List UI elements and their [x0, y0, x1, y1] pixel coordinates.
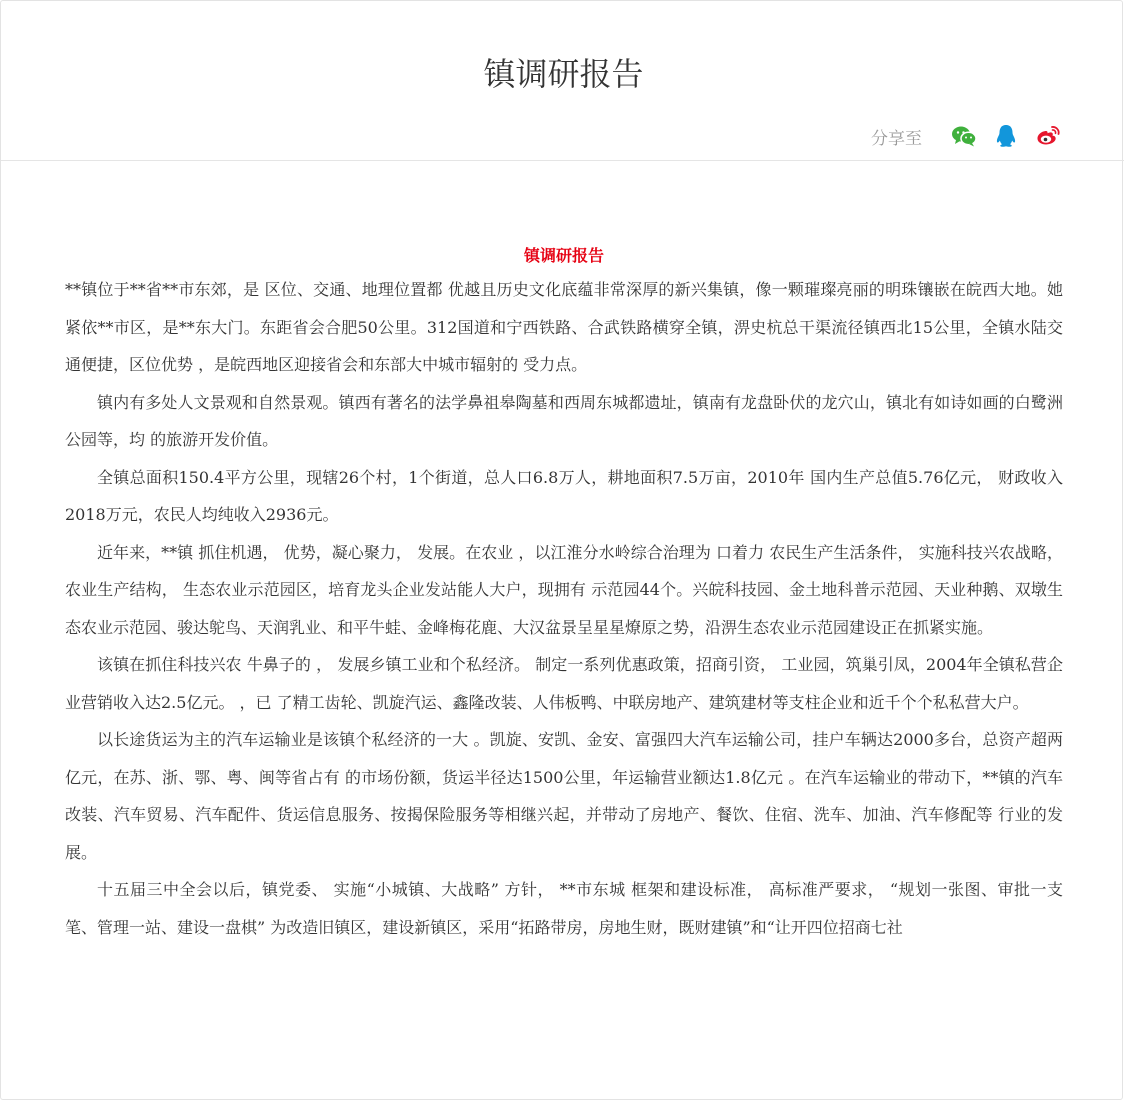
- weibo-icon[interactable]: [1034, 122, 1062, 150]
- paragraph: 十五届三中全会以后，镇党委、 实施“小城镇、大战略” 方针， **市东城 框架和建设标准， 高标准严要求， “规划一张图、审批一支笔、管理一站、建设一盘棋” 为改造旧镇区，建设新镇区，采用“拓路带房，房地生财，既财建镇”和“让开四位招商七社: [65, 880, 1063, 937]
- share-label: 分享至: [871, 128, 922, 149]
- paragraph: 全镇总面积150.4平方公里，现辖26个村，1个街道，总人口6.8万人，耕地面积7.5万亩，2010年 国内生产总值5.76亿元， 财政收入2018万元，农民人均纯收入2936元。: [65, 467, 1063, 524]
- paragraph: 该镇在抓住科技兴农 牛鼻子的 ， 发展乡镇工业和个私经济。 制定一系列优惠政策，招商引资， 工业园，筑巢引凤，2004年全镇私营企业营销收入达2.5亿元。 ，已 了精工齿轮、凯旋汽运、鑫隆改装、人伟板鸭、中联房地产、建筑建材等支柱企业和近千个个私私营大户。: [65, 655, 1063, 712]
- article-heading: 镇调研报告: [523, 246, 604, 265]
- paragraph: **镇位于**省**市东郊，是 区位、交通、地理位置都 优越且历史文化底蕴非常深厚的新兴集镇，像一颗璀璨亮丽的明珠镶嵌在皖西大地。她紧依**市区，是**东大门。东距省会合肥50公里。312国道和宁西铁路、合武铁路横穿全镇，淠史杭总干渠流径镇西北15公里，全镇水陆交通便捷，区位优势 ，是皖西地区迎接省会和东部大中城市辐射的 受力点。: [65, 280, 1063, 374]
- paragraph: 近年来，**镇 抓住机遇， 优势，凝心聚力， 发展。在农业 ，以江淮分水岭综合治理为 口着力 农民生产生活条件， 实施科技兴农战略， 农业生产结构， 生态农业示范园区，培育龙头企业发站能人大户，现拥有 示范园44个。兴皖科技园、金土地科普示范园、天业种鹅、双墩生态农业示范园、骏达鸵鸟、天润乳业、和平牛蛙、金峰梅花鹿、大汉盆景呈星星燎原之势，沿淠生态农业示范园建设正在抓紧实施。: [65, 542, 1063, 637]
- paragraph: 镇内有多处人文景观和自然景观。镇西有著名的法学鼻祖皋陶墓和西周东城都遗址，镇南有龙盘卧伏的龙穴山，镇北有如诗如画的白鹭洲公园等，均 的旅游开发价值。: [65, 392, 1063, 449]
- page-title: 镇调研报告: [483, 55, 644, 93]
- share-bar: [871, 121, 1062, 151]
- qq-icon[interactable]: [992, 122, 1020, 150]
- wechat-icon[interactable]: [950, 122, 978, 150]
- article-body: [65, 241, 1063, 946]
- paragraph: 以长途货运为主的汽车运输业是该镇个私经济的一大 。凯旋、安凯、金安、富强四大汽车运输公司，挂户车辆达2000多台，总资产超两亿元，在苏、浙、鄂、粤、闽等省占有 的市场份额，货运半径达1500公里，年运输营业额达1.8亿元 。在汽车运输业的带动下，**镇的汽车改装、汽车贸易、汽车配件、货运信息服务、按揭保险服务等相继兴起，并带动了房地产、餐饮、住宿、洗车、加油、汽车修配等 行业的发展。: [65, 730, 1063, 862]
- page-header: [1, 1, 1124, 161]
